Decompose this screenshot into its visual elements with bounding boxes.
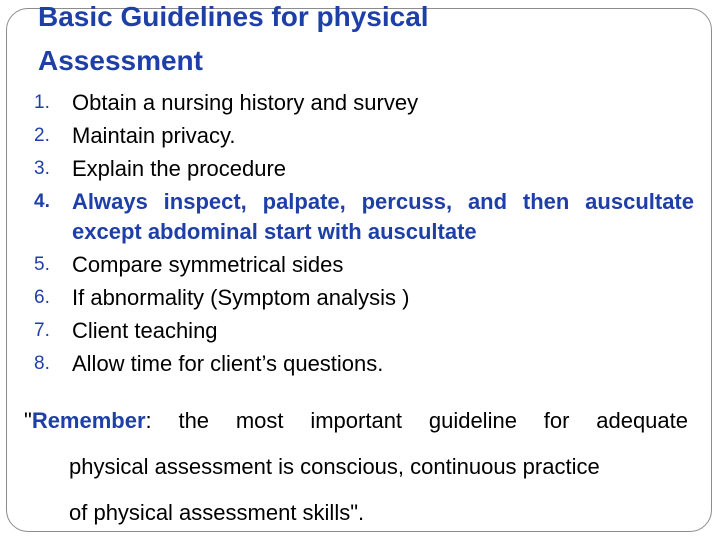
list-item: [34, 250, 694, 280]
list-number: 6.: [34, 287, 50, 308]
list-number: 4.: [34, 191, 50, 212]
list-item: [34, 283, 694, 313]
list-text: Client teaching: [72, 318, 218, 343]
list-number: 1.: [34, 92, 50, 113]
list-number: 8.: [34, 353, 50, 374]
list-number: 7.: [34, 320, 50, 341]
title-line-1: Basic Guidelines for physical: [38, 1, 429, 32]
list-text: Maintain privacy.: [72, 123, 236, 148]
list-text: Allow time for client’s questions.: [72, 351, 384, 376]
remember-line-1: [24, 398, 688, 444]
remember-line-3: of physical assessment skills".: [69, 500, 365, 525]
list-text: Compare symmetrical sides: [72, 252, 344, 277]
list-item: [34, 88, 694, 118]
remember-keyword: Remember: [31, 408, 146, 433]
open-quote: ": [24, 408, 32, 433]
list-number: 2.: [34, 125, 50, 146]
list-text: Obtain a nursing history and survey: [72, 90, 419, 115]
guideline-list: [34, 88, 694, 382]
title-line-2: Assessment: [38, 45, 203, 76]
list-text: Explain the procedure: [72, 156, 287, 181]
list-item: [34, 154, 694, 184]
remember-line-1-rest: : the most important guideline for adequate: [145, 408, 688, 433]
remember-note: [24, 398, 688, 536]
list-item: [34, 121, 694, 151]
remember-line-2: physical assessment is conscious, continuous practice: [69, 454, 600, 479]
list-item: [34, 349, 694, 379]
slide-title: [38, 0, 429, 83]
list-text: Always inspect, palpate, percuss, and then auscultate except abdominal start with auscultate: [72, 189, 694, 244]
list-number: 3.: [34, 158, 50, 179]
list-item: [34, 187, 694, 247]
list-item: [34, 316, 694, 346]
list-number: 5.: [34, 254, 50, 275]
list-text: If abnormality (Symptom analysis ): [72, 285, 410, 310]
